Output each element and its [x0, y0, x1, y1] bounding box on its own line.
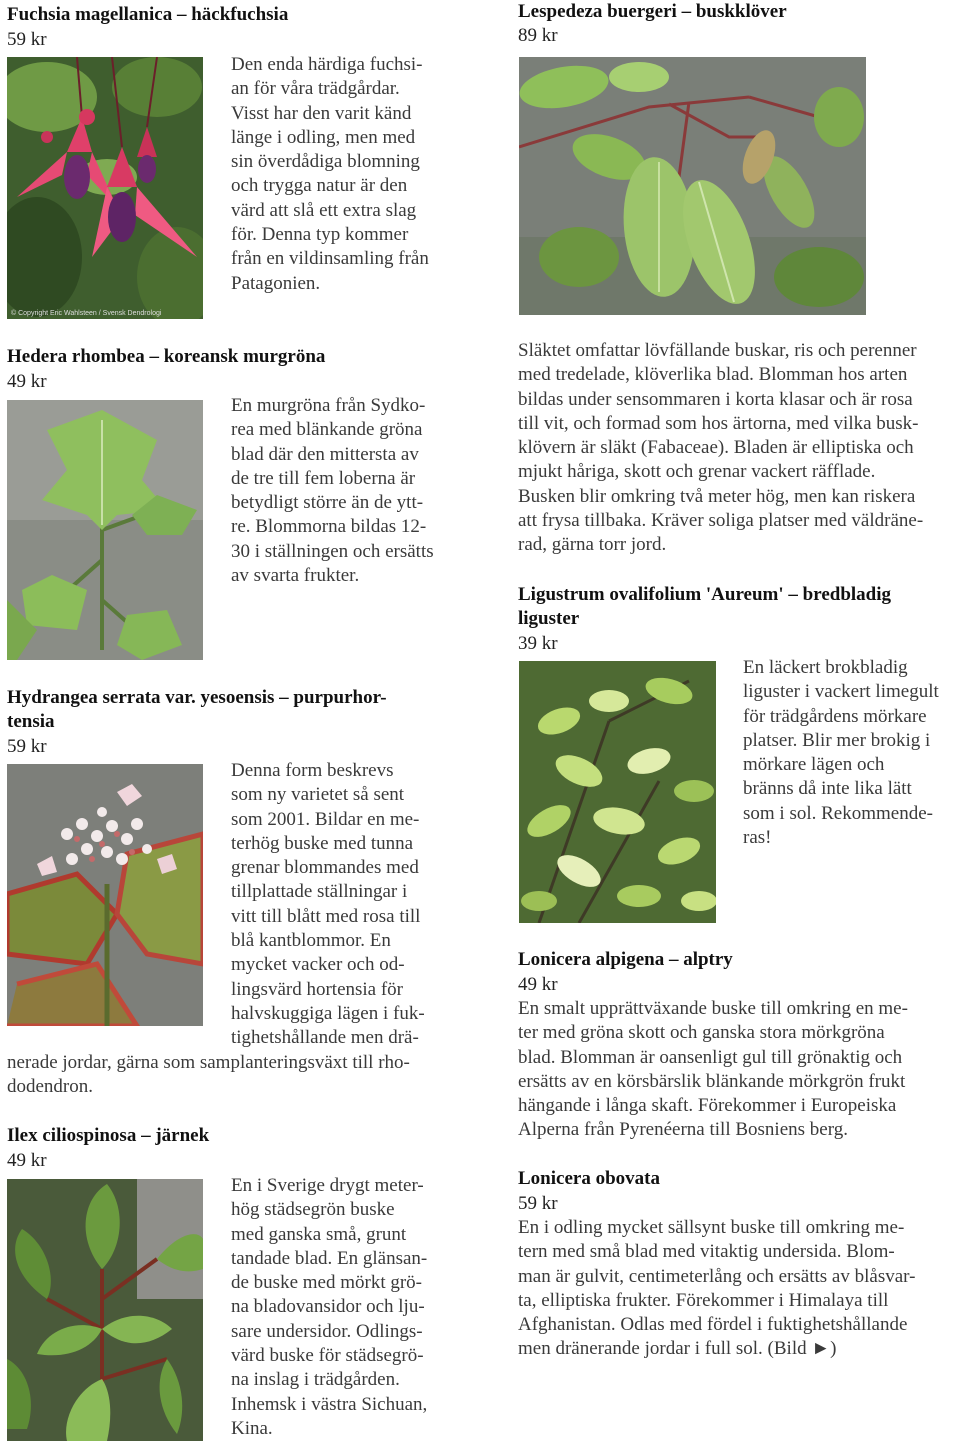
lonicera-alpigena-price: 49 kr	[518, 974, 558, 995]
lespedeza-title: Lespedeza buergeri – buskklöver	[518, 1, 787, 22]
hydrangea-photo	[7, 764, 203, 1026]
fuchsia-price: 59 kr	[7, 29, 47, 50]
fuchsia-title: Fuchsia magellanica – häckfuchsia	[7, 4, 289, 25]
lonicera-alpigena-title: Lonicera alpigena – alptry	[518, 949, 733, 970]
fuchsia-photo	[7, 57, 203, 319]
lonicera-obovata-price: 59 kr	[518, 1193, 558, 1214]
hedera-description: En murgröna från Sydko- rea med blänkande gröna blad där den mittersta av de tre till fem loberna är betydligt större än de ytt- re. Blommorna bildas 12- 30 i ställningen och ersätts av svarta frukter.	[231, 395, 434, 587]
hydrangea-title-line2: tensia	[7, 711, 55, 732]
lonicera-obovata-title: Lonicera obovata	[518, 1168, 660, 1189]
ilex-price: 49 kr	[7, 1150, 47, 1171]
fuchsia-description: Den enda härdiga fuchsi- an för våra trädgårdar. Visst har den varit känd länge i odling, men med sin överdådiga blomning och trygga natur är den värd att slå ett extra slag för. Denna typ kommer från en vildinsamling från Patagonien.	[231, 54, 429, 294]
ilex-description: En i Sverige drygt meter- hög städsegrön buske med ganska små, grunt tandade blad. En glänsan- de buske med mörkt grö- na bladovansidor och lju- sare undersidor. Odlings- värd buske för städsegrö- na inslag i trädgården. Inhemsk i västra Sichuan, Kina.	[231, 1175, 428, 1439]
lonicera-obovata-description: En i odling mycket sällsynt buske till omkring me- tern med små blad med vitaktig undersida. Blom- man är gulvit, centimeterlång och ersätts av blåsvar- ta, elliptiska frukter. Förekommer i Himalaya till Afghanistan. Odlas med fördel i fuktighetshållande men dränerande jordar i full sol. (Bild ►)	[518, 1217, 916, 1360]
hydrangea-price: 59 kr	[7, 736, 47, 757]
lespedeza-price: 89 kr	[518, 25, 558, 46]
hydrangea-title-line1: Hydrangea serrata var. yesoensis – purpurhor-	[7, 687, 387, 708]
hedera-price: 49 kr	[7, 371, 47, 392]
ligustrum-title-line1: Ligustrum ovalifolium 'Aureum' – bredbladig	[518, 584, 892, 605]
ilex-photo	[7, 1179, 203, 1441]
ilex-title: Ilex ciliospinosa – järnek	[7, 1125, 210, 1146]
hedera-photo	[7, 400, 203, 660]
lespedeza-photo	[519, 57, 866, 315]
photo-credit: © Copyright Eric Wahlsteen / Svensk Dendrologi	[11, 310, 162, 317]
hydrangea-description-side: Denna form beskrevs som ny varietet så sent som 2001. Bildar en me- terhög buske med tunna grenar blommandes med tillplattade ställningar i vitt till blått med rosa till blå kantblommor. En mycket vacker och od- lingsvärd hortensia för halvskuggiga lägen i fuk- tighetshållande men drä-	[231, 760, 425, 1049]
hydrangea-description-full: nerade jordar, gärna som samplanteringsväxt till rho- dodendron.	[7, 1052, 410, 1098]
ligustrum-price: 39 kr	[518, 633, 558, 654]
lespedeza-description: Släktet omfattar lövfällande buskar, ris och perenner med tredelade, klöverlika blad. Blomman hos arten bildas under sensommaren i korta klasar och är rosa till vit, och formad som hos ärtorna, med vilka busk- klövern är släkt (Fabaceae). Bladen är elliptiska och mjukt håriga, skott och grenar vackert räfflade. Busken blir omkring två meter hög, men kan riskera att frysa tillbaka. Kräver soliga platser med väldräne- rad, gärna torr jord.	[518, 340, 924, 556]
hedera-title: Hedera rhombea – koreansk murgröna	[7, 346, 326, 367]
ligustrum-description: En läckert brokbladig liguster i vackert limegult för trädgårdens mörkare platser. Blir mer brokig i mörkare lägen och bränns då inte lika lätt som i sol. Rekommende- ras!	[743, 657, 939, 849]
ligustrum-title-line2: liguster	[518, 608, 580, 629]
ligustrum-photo	[519, 661, 716, 923]
lonicera-alpigena-description: En smalt upprättväxande buske till omkring en me- ter med gröna skott och ganska stora mörkgröna blad. Blomman är oansenligt gul till grönaktig och ersätts av en körsbärslik blänkande mörkgrön frukt hängande i långa skaft. Förekommer i Europeiska Alperna från Pyrenéerna till Bosniens berg.	[518, 998, 908, 1141]
